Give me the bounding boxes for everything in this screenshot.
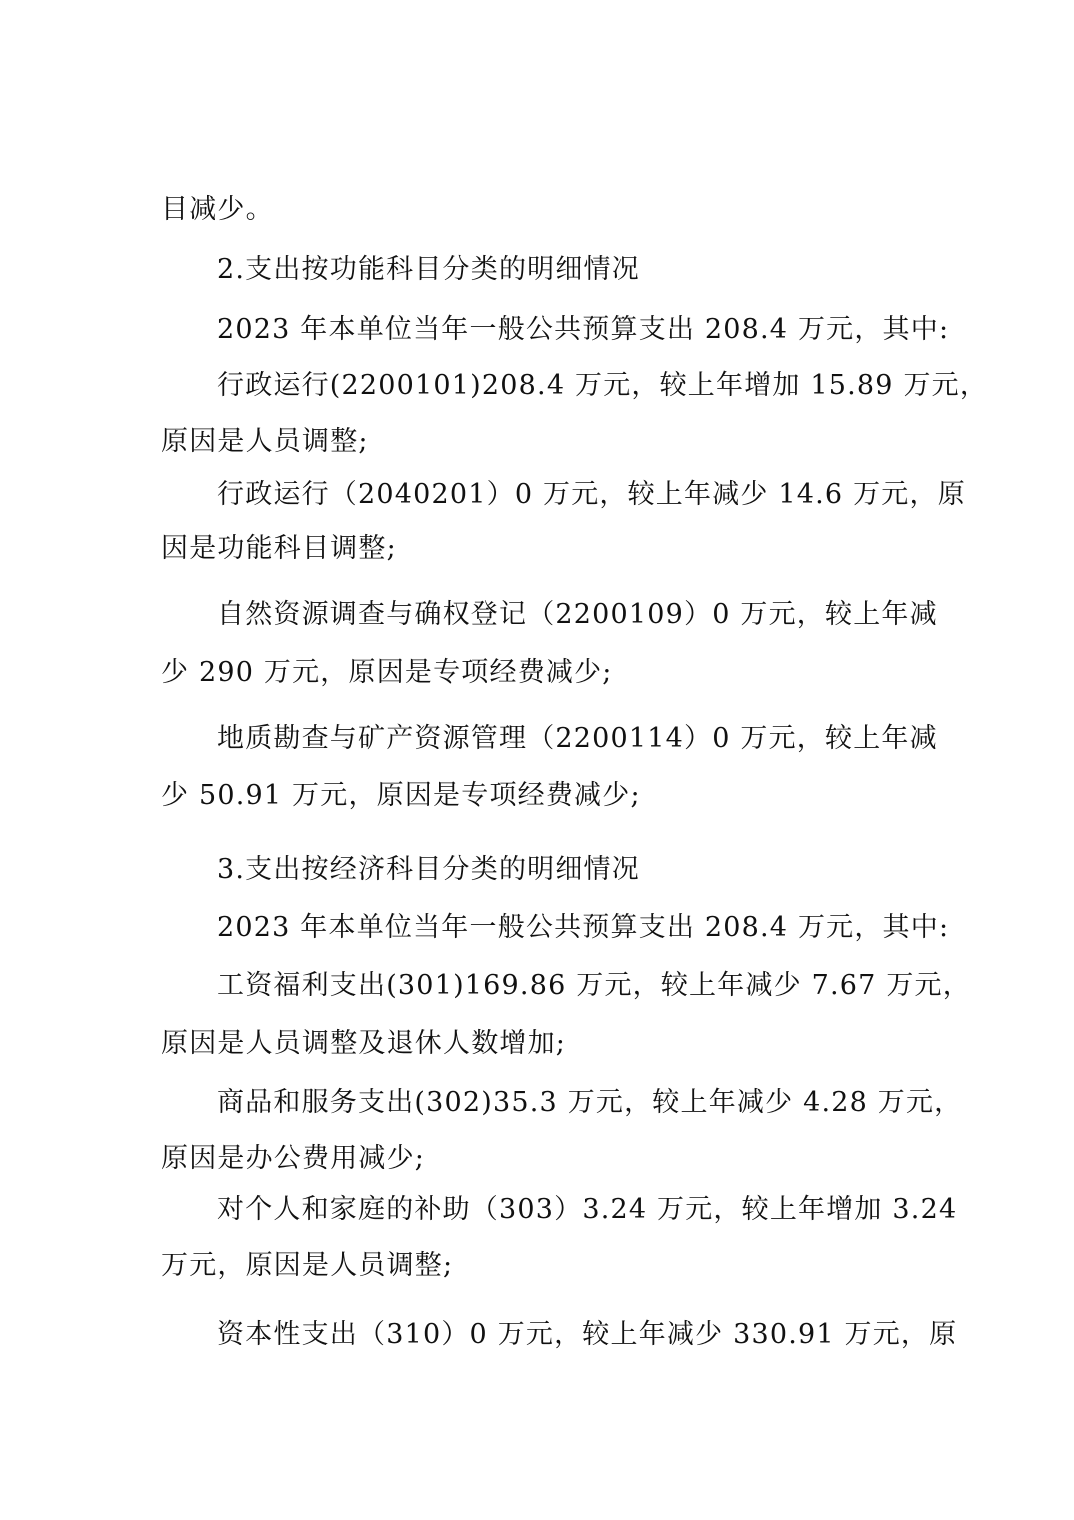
text-line: 原因是办公费用减少;	[161, 1143, 426, 1174]
text-line: 因是功能科目调整;	[161, 533, 397, 564]
text-line: 自然资源调查与确权登记（2200109）0 万元，较上年减	[217, 599, 938, 630]
section-heading: 2.支出按功能科目分类的明细情况	[217, 254, 640, 285]
text-line: 资本性支出（310）0 万元，较上年减少 330.91 万元，原	[217, 1319, 958, 1350]
text-line: 原因是人员调整;	[161, 426, 369, 457]
text-line: 行政运行（2040201）0 万元，较上年减少 14.6 万元，原	[217, 479, 966, 510]
text-line: 2023 年本单位当年一般公共预算支出 208.4 万元，其中:	[217, 314, 950, 345]
text-line: 工资福利支出(301)169.86 万元，较上年减少 7.67 万元，	[217, 970, 971, 1001]
text-line: 少 50.91 万元，原因是专项经费减少;	[161, 780, 641, 811]
text-line: 地质勘查与矿产资源管理（2200114）0 万元，较上年减	[217, 723, 938, 754]
text-line: 行政运行(2200101)208.4 万元，较上年增加 15.89 万元，	[217, 370, 989, 401]
section-heading: 3.支出按经济科目分类的明细情况	[217, 854, 640, 885]
text-line: 对个人和家庭的补助（303）3.24 万元，较上年增加 3.24	[217, 1194, 958, 1225]
text-line: 2023 年本单位当年一般公共预算支出 208.4 万元，其中:	[217, 912, 950, 943]
text-line: 目减少。	[161, 194, 274, 225]
text-line: 商品和服务支出(302)35.3 万元，较上年减少 4.28 万元，	[217, 1087, 963, 1118]
text-line: 原因是人员调整及退休人数增加;	[161, 1028, 567, 1059]
text-line: 万元，原因是人员调整;	[161, 1250, 454, 1281]
text-line: 少 290 万元，原因是专项经费减少;	[161, 657, 613, 688]
